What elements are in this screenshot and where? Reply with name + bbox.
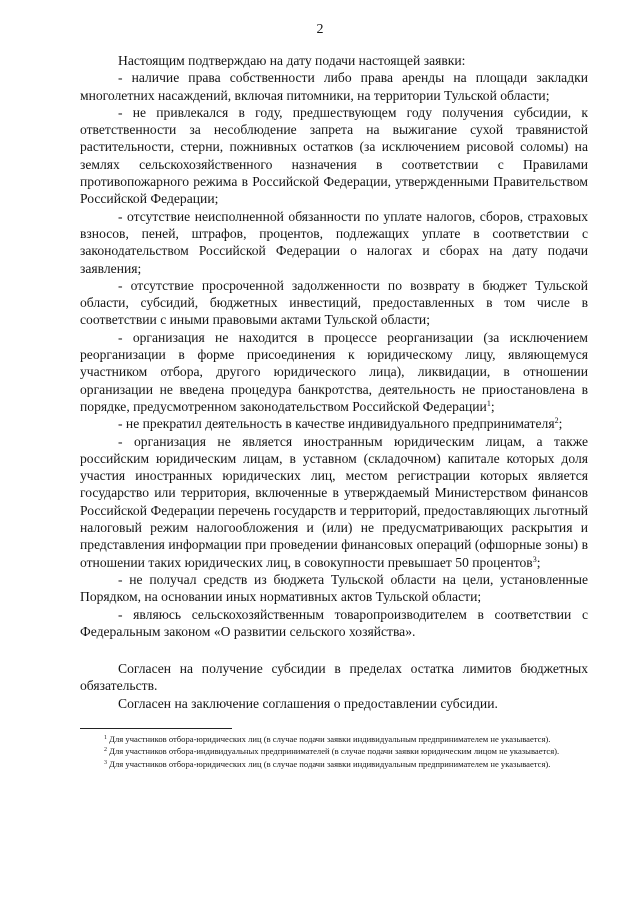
item-text: - отсутствие просроченной задолженности по возврату в бюджет Тульской области, субсидий, бюджетных инвестиций, предоставленных в том числе в соответствии с иными правовыми актами Тульской области; bbox=[80, 277, 588, 328]
item-paragraph bbox=[80, 104, 588, 208]
item-paragraph bbox=[80, 69, 588, 104]
footnote-text: Для участников отбора-юридических лиц (в случае подачи заявки индивидуальным предпринимателем не указывается). bbox=[109, 733, 551, 744]
item-paragraph bbox=[80, 277, 588, 329]
item-text: - не получал средств из бюджета Тульской области на цели, установленные Порядком, на основании иных нормативных актов Тульской области; bbox=[80, 571, 588, 605]
consent-paragraph: Согласен на заключение соглашения о предоставлении субсидии. bbox=[118, 695, 498, 711]
page-number: 2 bbox=[316, 22, 324, 37]
document-body bbox=[80, 52, 588, 770]
item-punct: ; bbox=[536, 554, 541, 570]
item-paragraph bbox=[80, 571, 588, 606]
footnote bbox=[80, 758, 588, 770]
item-paragraph bbox=[80, 415, 588, 432]
footnote-ref: 2 bbox=[554, 416, 559, 426]
footnote-separator bbox=[80, 728, 232, 729]
footnote-text: Для участников отбора-индивидуальных предпринимателей (в случае подачи заявки юридическим лицом не указывается). bbox=[109, 746, 560, 757]
intro-paragraph: Настоящим подтверждаю на дату подачи настоящей заявки: bbox=[118, 53, 466, 68]
item-text: - не прекратил деятельность в качестве индивидуального предпринимателя bbox=[118, 416, 555, 432]
item-punct: ; bbox=[490, 398, 495, 414]
footnote-number: 2 bbox=[104, 747, 107, 754]
item-paragraph bbox=[80, 606, 588, 641]
item-text: - являюсь сельскохозяйственным товаропроизводителем в соответствии с Федеральным законом «О развитии сельского хозяйства». bbox=[80, 606, 588, 639]
item-paragraph bbox=[80, 208, 588, 277]
footnote bbox=[80, 745, 588, 757]
consent-paragraph: Согласен на получение субсидии в пределах остатка лимитов бюджетных обязательств. bbox=[80, 661, 588, 694]
footnote-ref: 1 bbox=[486, 398, 491, 408]
item-paragraph bbox=[80, 329, 588, 415]
item-text: - организация не является иностранным юридическим лицам, а также российским юридическим лицам, в уставном (складочном) капитале которых доля участия иностранных юридических лиц, местом регистрации которых является государство или территория, включенные в утверждаемый Министерством финансов Российской Федерации перечень государств и территорий, предоставляющих льготный налоговый режим налогообложения и (или) не предусматривающих раскрытия и представления информации при проведении финансовых операций (офшорные зоны) в отношении таких юридических лиц, в совокупности превышает 50 процентов bbox=[80, 433, 588, 570]
spacer bbox=[80, 640, 588, 660]
item-paragraph bbox=[80, 433, 588, 571]
footnote bbox=[80, 733, 588, 745]
footnote-text: Для участников отбора-юридических лиц (в случае подачи заявки индивидуальным предпринимателем не указывается). bbox=[109, 758, 551, 769]
item-text: - наличие права собственности либо права аренды на площади закладки многолетних насаждений, включая питомники, на территории Тульской области; bbox=[80, 70, 588, 103]
item-punct: ; bbox=[558, 416, 563, 432]
footnote-ref: 3 bbox=[532, 554, 537, 564]
item-text: - отсутствие неисполненной обязанности по уплате налогов, сборов, страховых взносов, пеней, штрафов, процентов, подлежащих уплате в соответствии с законодательством Российской Федерации о налогах и сборах на дату подачи заявления; bbox=[80, 208, 588, 276]
footnote-number: 1 bbox=[104, 734, 107, 741]
item-text: - организация не находится в процессе реорганизации (за исключением реорганизации в форме присоединения к юридическому лицу, являющемуся участником отбора, другого юридического лица), ликвидации, в отношении организации не введена процедура банкротства, деятельность не приостановлена в порядке, предусмотренном законодательством Российской Федерации bbox=[80, 329, 588, 414]
footnote-number: 3 bbox=[104, 759, 107, 766]
item-text: - не привлекался в году, предшествующем году получения субсидии, к ответственности за несоблюдение запрета на выжигание сухой травянистой растительности, стерни, пожнивных остатков (за исключением рисовой соломы) на землях сельскохозяйственного назначения в соответствии с Правилами противопожарного режима в Российской Федерации, утвержденными Правительством Российской Федерации; bbox=[80, 104, 588, 207]
